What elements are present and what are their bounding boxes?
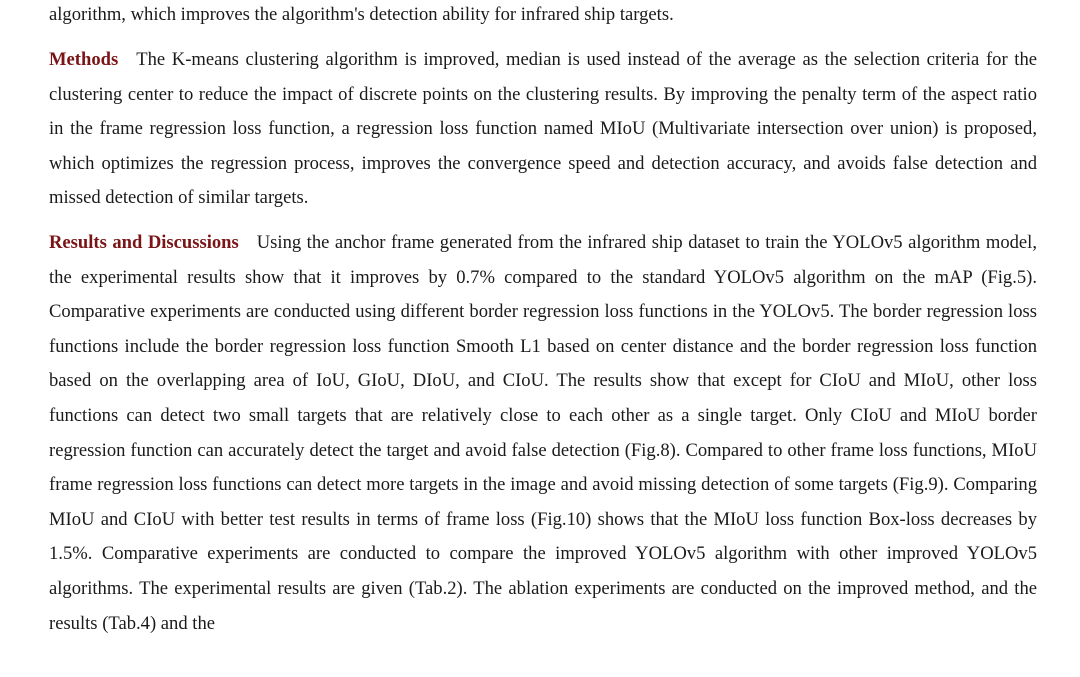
results-heading: Results and Discussions [49, 232, 239, 253]
methods-heading: Methods [49, 49, 119, 70]
results-text: Using the anchor frame generated from the infrared ship dataset to train the YOLOv5 algorithm model, the experimental results show that it improves by 0.7% compared to the standard YOLOv5 algorithm on the mAP (Fig.5). Comparative experiments are conducted using different border regression loss functions in the YOLOv5. The border regression loss functions include the border regression loss function Smooth L1 based on center distance and the border regression loss function based on the overlapping area of IoU, GIoU, DIoU, and CIoU. The results show that except for CIoU and MIoU, other loss functions can detect two small targets that are relatively close to each other as a single target. Only CIoU and MIoU border regression function can accurately detect the target and avoid false detection (Fig.8). Compared to other frame loss functions, MIoU frame regression loss functions can detect more targets in the image and avoid missing detection of some targets (Fig.9). Comparing MIoU and CIoU with better test results in terms of frame loss (Fig.10) shows that the MIoU loss function Box-loss decreases by 1.5%. Comparative experiments are conducted to compare the improved YOLOv5 algorithm with other improved YOLOv5 algorithms. The experimental results are given (Tab.2). The ablation experiments are conducted on the improved method, and the results (Tab.4) and the [49, 232, 1037, 634]
results-paragraph [49, 226, 1037, 641]
intro-text: algorithm, which improves the algorithm's detection ability for infrared ship targets. [49, 4, 674, 25]
methods-text: The K-means clustering algorithm is improved, median is used instead of the average as the selection criteria for the clustering center to reduce the impact of discrete points on the clustering results. By improving the penalty term of the aspect ratio in the frame regression loss function, a regression loss function named MIoU (Multivariate intersection over union) is proposed, which optimizes the regression process, improves the convergence speed and detection accuracy, and avoids false detection and missed detection of similar targets. [49, 49, 1037, 209]
methods-paragraph [49, 43, 1037, 216]
intro-paragraph-tail [49, 0, 1037, 33]
